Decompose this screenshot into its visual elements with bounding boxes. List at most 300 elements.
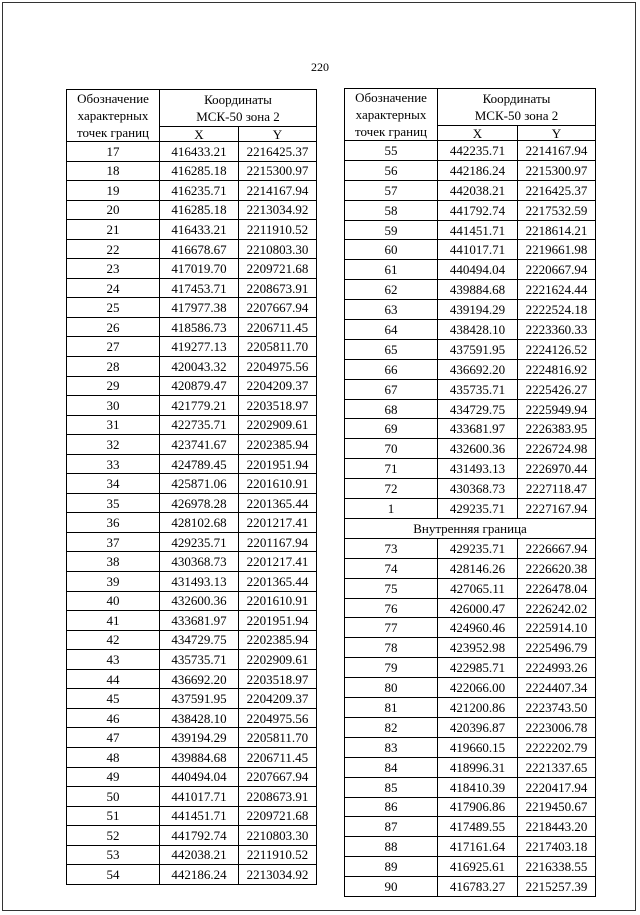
x-coordinate-cell: 417977.38 bbox=[160, 298, 239, 318]
point-id-cell: 69 bbox=[345, 419, 438, 439]
x-coordinate-cell: 441792.74 bbox=[438, 200, 518, 220]
table-row bbox=[345, 618, 596, 638]
y-coordinate-cell: 2224816.92 bbox=[518, 359, 596, 379]
y-coordinate-cell: 2224407.34 bbox=[518, 678, 596, 698]
point-id-cell: 36 bbox=[67, 513, 160, 533]
table-row bbox=[67, 415, 317, 435]
x-coordinate-cell: 431493.13 bbox=[160, 572, 239, 592]
point-id-cell: 38 bbox=[67, 552, 160, 572]
table-row bbox=[67, 591, 317, 611]
x-coordinate-cell: 430368.73 bbox=[438, 479, 518, 499]
y-coordinate-cell: 2215257.39 bbox=[518, 877, 596, 897]
y-coordinate-cell: 2204975.56 bbox=[239, 708, 317, 728]
point-id-cell: 53 bbox=[67, 845, 160, 865]
point-id-cell: 67 bbox=[345, 379, 438, 399]
x-coordinate-cell: 422985.71 bbox=[438, 658, 518, 678]
y-coordinate-cell: 2204209.37 bbox=[239, 689, 317, 709]
table-row bbox=[67, 845, 317, 865]
y-coordinate-cell: 2205811.70 bbox=[239, 337, 317, 357]
header-x: X bbox=[160, 127, 239, 142]
y-coordinate-cell: 2211910.52 bbox=[239, 845, 317, 865]
x-coordinate-cell: 429235.71 bbox=[438, 538, 518, 558]
table-row bbox=[345, 419, 596, 439]
header-y: Y bbox=[239, 127, 317, 142]
point-id-cell: 83 bbox=[345, 737, 438, 757]
y-coordinate-cell: 2223360.33 bbox=[518, 320, 596, 340]
table-row bbox=[67, 806, 317, 826]
point-id-cell: 68 bbox=[345, 399, 438, 419]
x-coordinate-cell: 420879.47 bbox=[160, 376, 239, 396]
y-coordinate-cell: 2218443.20 bbox=[518, 817, 596, 837]
x-coordinate-cell: 417489.55 bbox=[438, 817, 518, 837]
y-coordinate-cell: 2209721.68 bbox=[239, 806, 317, 826]
y-coordinate-cell: 2204975.56 bbox=[239, 357, 317, 377]
point-id-cell: 88 bbox=[345, 837, 438, 857]
point-id-cell: 27 bbox=[67, 337, 160, 357]
table-row bbox=[345, 698, 596, 718]
point-id-cell: 54 bbox=[67, 865, 160, 885]
y-coordinate-cell: 2227167.94 bbox=[518, 499, 596, 519]
y-coordinate-cell: 2202909.61 bbox=[239, 650, 317, 670]
y-coordinate-cell: 2204209.37 bbox=[239, 376, 317, 396]
x-coordinate-cell: 438428.10 bbox=[438, 320, 518, 340]
point-id-cell: 56 bbox=[345, 160, 438, 180]
point-id-cell: 41 bbox=[67, 611, 160, 631]
table-row bbox=[67, 689, 317, 709]
table-row bbox=[345, 817, 596, 837]
x-coordinate-cell: 435735.71 bbox=[160, 650, 239, 670]
y-coordinate-cell: 2201610.91 bbox=[239, 474, 317, 494]
point-id-cell: 74 bbox=[345, 558, 438, 578]
section-row bbox=[345, 518, 596, 538]
table-row bbox=[67, 708, 317, 728]
table-row bbox=[67, 278, 317, 298]
y-coordinate-cell: 2225426.27 bbox=[518, 379, 596, 399]
point-id-cell: 46 bbox=[67, 708, 160, 728]
x-coordinate-cell: 432600.36 bbox=[438, 439, 518, 459]
y-coordinate-cell: 2202909.61 bbox=[239, 415, 317, 435]
y-coordinate-cell: 2201365.44 bbox=[239, 493, 317, 513]
x-coordinate-cell: 419277.13 bbox=[160, 337, 239, 357]
point-id-cell: 90 bbox=[345, 877, 438, 897]
table-row bbox=[345, 200, 596, 220]
x-coordinate-cell: 428146.26 bbox=[438, 558, 518, 578]
x-coordinate-cell: 417161.64 bbox=[438, 837, 518, 857]
table-row bbox=[67, 865, 317, 885]
x-coordinate-cell: 426978.28 bbox=[160, 493, 239, 513]
table-row bbox=[67, 435, 317, 455]
x-coordinate-cell: 439194.29 bbox=[438, 300, 518, 320]
point-id-cell: 72 bbox=[345, 479, 438, 499]
table-row bbox=[67, 181, 317, 201]
x-coordinate-cell: 416783.27 bbox=[438, 877, 518, 897]
point-id-cell: 75 bbox=[345, 578, 438, 598]
y-coordinate-cell: 2213034.92 bbox=[239, 200, 317, 220]
x-coordinate-cell: 422066.00 bbox=[438, 678, 518, 698]
table-row bbox=[345, 499, 596, 519]
y-coordinate-cell: 2209721.68 bbox=[239, 259, 317, 279]
point-id-cell: 82 bbox=[345, 717, 438, 737]
y-coordinate-cell: 2208673.91 bbox=[239, 278, 317, 298]
table-row bbox=[345, 459, 596, 479]
y-coordinate-cell: 2203518.97 bbox=[239, 396, 317, 416]
y-coordinate-cell: 2225949.94 bbox=[518, 399, 596, 419]
y-coordinate-cell: 2222202.79 bbox=[518, 737, 596, 757]
y-coordinate-cell: 2225496.79 bbox=[518, 638, 596, 658]
y-coordinate-cell: 2222524.18 bbox=[518, 300, 596, 320]
table-row bbox=[345, 479, 596, 499]
x-coordinate-cell: 430368.73 bbox=[160, 552, 239, 572]
y-coordinate-cell: 2213034.92 bbox=[239, 865, 317, 885]
x-coordinate-cell: 439884.68 bbox=[438, 280, 518, 300]
point-id-cell: 30 bbox=[67, 396, 160, 416]
x-coordinate-cell: 441451.71 bbox=[438, 220, 518, 240]
y-coordinate-cell: 2226383.95 bbox=[518, 419, 596, 439]
table-row bbox=[345, 737, 596, 757]
y-coordinate-cell: 2217532.59 bbox=[518, 200, 596, 220]
y-coordinate-cell: 2205811.70 bbox=[239, 728, 317, 748]
point-id-cell: 85 bbox=[345, 777, 438, 797]
table-row bbox=[67, 747, 317, 767]
header-coordinates: Координаты МСК-50 зона 2 bbox=[160, 90, 317, 127]
x-coordinate-cell: 431493.13 bbox=[438, 459, 518, 479]
table-row bbox=[67, 493, 317, 513]
table-row bbox=[67, 142, 317, 162]
x-coordinate-cell: 429235.71 bbox=[160, 532, 239, 552]
point-id-cell: 65 bbox=[345, 339, 438, 359]
point-id-cell: 48 bbox=[67, 747, 160, 767]
x-coordinate-cell: 420396.87 bbox=[438, 717, 518, 737]
table-row bbox=[345, 300, 596, 320]
y-coordinate-cell: 2201217.41 bbox=[239, 513, 317, 533]
x-coordinate-cell: 416925.61 bbox=[438, 857, 518, 877]
y-coordinate-cell: 2216425.37 bbox=[518, 180, 596, 200]
y-coordinate-cell: 2214167.94 bbox=[518, 141, 596, 161]
x-coordinate-cell: 417453.71 bbox=[160, 278, 239, 298]
y-coordinate-cell: 2201951.94 bbox=[239, 611, 317, 631]
point-id-cell: 43 bbox=[67, 650, 160, 670]
point-id-cell: 84 bbox=[345, 757, 438, 777]
table-row bbox=[67, 220, 317, 240]
table-row bbox=[345, 339, 596, 359]
y-coordinate-cell: 2202385.94 bbox=[239, 630, 317, 650]
y-coordinate-cell: 2206711.45 bbox=[239, 317, 317, 337]
table-row bbox=[67, 454, 317, 474]
point-id-cell: 44 bbox=[67, 669, 160, 689]
point-id-cell: 23 bbox=[67, 259, 160, 279]
table-row bbox=[345, 797, 596, 817]
point-id-cell: 40 bbox=[67, 591, 160, 611]
x-coordinate-cell: 437591.95 bbox=[438, 339, 518, 359]
x-coordinate-cell: 427065.11 bbox=[438, 578, 518, 598]
point-id-cell: 71 bbox=[345, 459, 438, 479]
y-coordinate-cell: 2220417.94 bbox=[518, 777, 596, 797]
x-coordinate-cell: 416285.18 bbox=[160, 200, 239, 220]
header-x: X bbox=[438, 126, 518, 141]
table-row bbox=[345, 379, 596, 399]
table-row bbox=[345, 877, 596, 897]
y-coordinate-cell: 2201365.44 bbox=[239, 572, 317, 592]
point-id-cell: 45 bbox=[67, 689, 160, 709]
table-row bbox=[345, 717, 596, 737]
point-id-cell: 26 bbox=[67, 317, 160, 337]
table-row bbox=[67, 259, 317, 279]
y-coordinate-cell: 2201217.41 bbox=[239, 552, 317, 572]
x-coordinate-cell: 425871.06 bbox=[160, 474, 239, 494]
table-row bbox=[67, 161, 317, 181]
x-coordinate-cell: 434729.75 bbox=[438, 399, 518, 419]
table-row bbox=[345, 777, 596, 797]
header-point-designation: Обозначение характерных точек границ bbox=[67, 90, 160, 142]
point-id-cell: 1 bbox=[345, 499, 438, 519]
point-id-cell: 29 bbox=[67, 376, 160, 396]
point-id-cell: 59 bbox=[345, 220, 438, 240]
table-row bbox=[345, 280, 596, 300]
table-row bbox=[67, 630, 317, 650]
table-row bbox=[345, 837, 596, 857]
y-coordinate-cell: 2226970.44 bbox=[518, 459, 596, 479]
point-id-cell: 64 bbox=[345, 320, 438, 340]
point-id-cell: 28 bbox=[67, 357, 160, 377]
table-row bbox=[345, 220, 596, 240]
table-row bbox=[67, 298, 317, 318]
point-id-cell: 61 bbox=[345, 260, 438, 280]
table-row bbox=[67, 826, 317, 846]
x-coordinate-cell: 442235.71 bbox=[438, 141, 518, 161]
x-coordinate-cell: 416235.71 bbox=[160, 181, 239, 201]
table-row bbox=[345, 141, 596, 161]
y-coordinate-cell: 2226242.02 bbox=[518, 598, 596, 618]
table-row bbox=[67, 532, 317, 552]
y-coordinate-cell: 2207667.94 bbox=[239, 298, 317, 318]
point-id-cell: 21 bbox=[67, 220, 160, 240]
x-coordinate-cell: 423952.98 bbox=[438, 638, 518, 658]
x-coordinate-cell: 421200.86 bbox=[438, 698, 518, 718]
point-id-cell: 81 bbox=[345, 698, 438, 718]
point-id-cell: 55 bbox=[345, 141, 438, 161]
point-id-cell: 39 bbox=[67, 572, 160, 592]
table-row bbox=[345, 180, 596, 200]
point-id-cell: 57 bbox=[345, 180, 438, 200]
point-id-cell: 66 bbox=[345, 359, 438, 379]
point-id-cell: 77 bbox=[345, 618, 438, 638]
table-row bbox=[345, 320, 596, 340]
table-row bbox=[345, 160, 596, 180]
point-id-cell: 24 bbox=[67, 278, 160, 298]
y-coordinate-cell: 2203518.97 bbox=[239, 669, 317, 689]
x-coordinate-cell: 428102.68 bbox=[160, 513, 239, 533]
x-coordinate-cell: 424789.45 bbox=[160, 454, 239, 474]
y-coordinate-cell: 2226667.94 bbox=[518, 538, 596, 558]
table-row bbox=[67, 474, 317, 494]
x-coordinate-cell: 441017.71 bbox=[160, 787, 239, 807]
y-coordinate-cell: 2226724.98 bbox=[518, 439, 596, 459]
header-coordinates: Координаты МСК-50 зона 2 bbox=[438, 89, 596, 126]
y-coordinate-cell: 2201610.91 bbox=[239, 591, 317, 611]
x-coordinate-cell: 439194.29 bbox=[160, 728, 239, 748]
table-row bbox=[345, 678, 596, 698]
y-coordinate-cell: 2217403.18 bbox=[518, 837, 596, 857]
x-coordinate-cell: 442038.21 bbox=[160, 845, 239, 865]
table-row bbox=[67, 552, 317, 572]
table-row bbox=[345, 638, 596, 658]
x-coordinate-cell: 441792.74 bbox=[160, 826, 239, 846]
point-id-cell: 47 bbox=[67, 728, 160, 748]
y-coordinate-cell: 2208673.91 bbox=[239, 787, 317, 807]
x-coordinate-cell: 418410.39 bbox=[438, 777, 518, 797]
x-coordinate-cell: 436692.20 bbox=[160, 669, 239, 689]
y-coordinate-cell: 2211910.52 bbox=[239, 220, 317, 240]
y-coordinate-cell: 2210803.30 bbox=[239, 239, 317, 259]
coordinates-table-left bbox=[66, 89, 317, 885]
y-coordinate-cell: 2227118.47 bbox=[518, 479, 596, 499]
x-coordinate-cell: 442186.24 bbox=[160, 865, 239, 885]
table-row bbox=[345, 757, 596, 777]
x-coordinate-cell: 439884.68 bbox=[160, 747, 239, 767]
x-coordinate-cell: 429235.71 bbox=[438, 499, 518, 519]
point-id-cell: 18 bbox=[67, 161, 160, 181]
y-coordinate-cell: 2201167.94 bbox=[239, 532, 317, 552]
point-id-cell: 49 bbox=[67, 767, 160, 787]
y-coordinate-cell: 2226620.38 bbox=[518, 558, 596, 578]
point-id-cell: 35 bbox=[67, 493, 160, 513]
y-coordinate-cell: 2216425.37 bbox=[239, 142, 317, 162]
y-coordinate-cell: 2210803.30 bbox=[239, 826, 317, 846]
table-row bbox=[345, 558, 596, 578]
x-coordinate-cell: 418586.73 bbox=[160, 317, 239, 337]
y-coordinate-cell: 2221337.65 bbox=[518, 757, 596, 777]
x-coordinate-cell: 416433.21 bbox=[160, 220, 239, 240]
table-row bbox=[67, 376, 317, 396]
point-id-cell: 63 bbox=[345, 300, 438, 320]
y-coordinate-cell: 2215300.97 bbox=[518, 160, 596, 180]
point-id-cell: 20 bbox=[67, 200, 160, 220]
point-id-cell: 86 bbox=[345, 797, 438, 817]
table-row bbox=[67, 669, 317, 689]
table-row bbox=[345, 658, 596, 678]
point-id-cell: 32 bbox=[67, 435, 160, 455]
x-coordinate-cell: 433681.97 bbox=[438, 419, 518, 439]
point-id-cell: 62 bbox=[345, 280, 438, 300]
x-coordinate-cell: 422735.71 bbox=[160, 415, 239, 435]
y-coordinate-cell: 2223006.78 bbox=[518, 717, 596, 737]
table-row bbox=[67, 728, 317, 748]
header-point-designation: Обозначение характерных точек границ bbox=[345, 89, 438, 141]
y-coordinate-cell: 2224993.26 bbox=[518, 658, 596, 678]
x-coordinate-cell: 437591.95 bbox=[160, 689, 239, 709]
x-coordinate-cell: 435735.71 bbox=[438, 379, 518, 399]
x-coordinate-cell: 440494.04 bbox=[438, 260, 518, 280]
x-coordinate-cell: 441451.71 bbox=[160, 806, 239, 826]
table-row bbox=[67, 787, 317, 807]
y-coordinate-cell: 2221624.44 bbox=[518, 280, 596, 300]
table-row bbox=[67, 513, 317, 533]
table-row bbox=[67, 767, 317, 787]
table-row bbox=[345, 359, 596, 379]
table-row bbox=[67, 572, 317, 592]
y-coordinate-cell: 2225914.10 bbox=[518, 618, 596, 638]
x-coordinate-cell: 416285.18 bbox=[160, 161, 239, 181]
y-coordinate-cell: 2219661.98 bbox=[518, 240, 596, 260]
x-coordinate-cell: 433681.97 bbox=[160, 611, 239, 631]
table-row bbox=[345, 399, 596, 419]
table-row bbox=[67, 317, 317, 337]
header-y: Y bbox=[518, 126, 596, 141]
point-id-cell: 51 bbox=[67, 806, 160, 826]
y-coordinate-cell: 2220667.94 bbox=[518, 260, 596, 280]
table-row bbox=[67, 650, 317, 670]
x-coordinate-cell: 442038.21 bbox=[438, 180, 518, 200]
x-coordinate-cell: 420043.32 bbox=[160, 357, 239, 377]
point-id-cell: 22 bbox=[67, 239, 160, 259]
page-number: 220 bbox=[311, 60, 329, 74]
point-id-cell: 31 bbox=[67, 415, 160, 435]
table-row bbox=[345, 439, 596, 459]
x-coordinate-cell: 442186.24 bbox=[438, 160, 518, 180]
point-id-cell: 50 bbox=[67, 787, 160, 807]
point-id-cell: 73 bbox=[345, 538, 438, 558]
x-coordinate-cell: 424960.46 bbox=[438, 618, 518, 638]
point-id-cell: 19 bbox=[67, 181, 160, 201]
x-coordinate-cell: 423741.67 bbox=[160, 435, 239, 455]
point-id-cell: 34 bbox=[67, 474, 160, 494]
y-coordinate-cell: 2214167.94 bbox=[239, 181, 317, 201]
table-row bbox=[345, 857, 596, 877]
table-row bbox=[67, 611, 317, 631]
x-coordinate-cell: 419660.15 bbox=[438, 737, 518, 757]
y-coordinate-cell: 2202385.94 bbox=[239, 435, 317, 455]
y-coordinate-cell: 2223743.50 bbox=[518, 698, 596, 718]
y-coordinate-cell: 2218614.21 bbox=[518, 220, 596, 240]
x-coordinate-cell: 421779.21 bbox=[160, 396, 239, 416]
x-coordinate-cell: 416433.21 bbox=[160, 142, 239, 162]
point-id-cell: 80 bbox=[345, 678, 438, 698]
y-coordinate-cell: 2201951.94 bbox=[239, 454, 317, 474]
table-row bbox=[67, 396, 317, 416]
table-row bbox=[67, 337, 317, 357]
y-coordinate-cell: 2226478.04 bbox=[518, 578, 596, 598]
table-row bbox=[67, 357, 317, 377]
point-id-cell: 87 bbox=[345, 817, 438, 837]
x-coordinate-cell: 436692.20 bbox=[438, 359, 518, 379]
coordinates-table-right bbox=[344, 88, 596, 897]
y-coordinate-cell: 2215300.97 bbox=[239, 161, 317, 181]
table-row bbox=[345, 260, 596, 280]
y-coordinate-cell: 2224126.52 bbox=[518, 339, 596, 359]
y-coordinate-cell: 2216338.55 bbox=[518, 857, 596, 877]
table-row bbox=[67, 200, 317, 220]
point-id-cell: 60 bbox=[345, 240, 438, 260]
point-id-cell: 25 bbox=[67, 298, 160, 318]
x-coordinate-cell: 440494.04 bbox=[160, 767, 239, 787]
section-title-inner-boundary: Внутренняя граница bbox=[345, 518, 596, 538]
x-coordinate-cell: 418996.31 bbox=[438, 757, 518, 777]
y-coordinate-cell: 2206711.45 bbox=[239, 747, 317, 767]
y-coordinate-cell: 2219450.67 bbox=[518, 797, 596, 817]
table-row bbox=[345, 240, 596, 260]
point-id-cell: 70 bbox=[345, 439, 438, 459]
table-row bbox=[345, 538, 596, 558]
table-row bbox=[67, 239, 317, 259]
point-id-cell: 42 bbox=[67, 630, 160, 650]
point-id-cell: 58 bbox=[345, 200, 438, 220]
x-coordinate-cell: 417906.86 bbox=[438, 797, 518, 817]
point-id-cell: 89 bbox=[345, 857, 438, 877]
point-id-cell: 76 bbox=[345, 598, 438, 618]
x-coordinate-cell: 434729.75 bbox=[160, 630, 239, 650]
point-id-cell: 78 bbox=[345, 638, 438, 658]
point-id-cell: 52 bbox=[67, 826, 160, 846]
